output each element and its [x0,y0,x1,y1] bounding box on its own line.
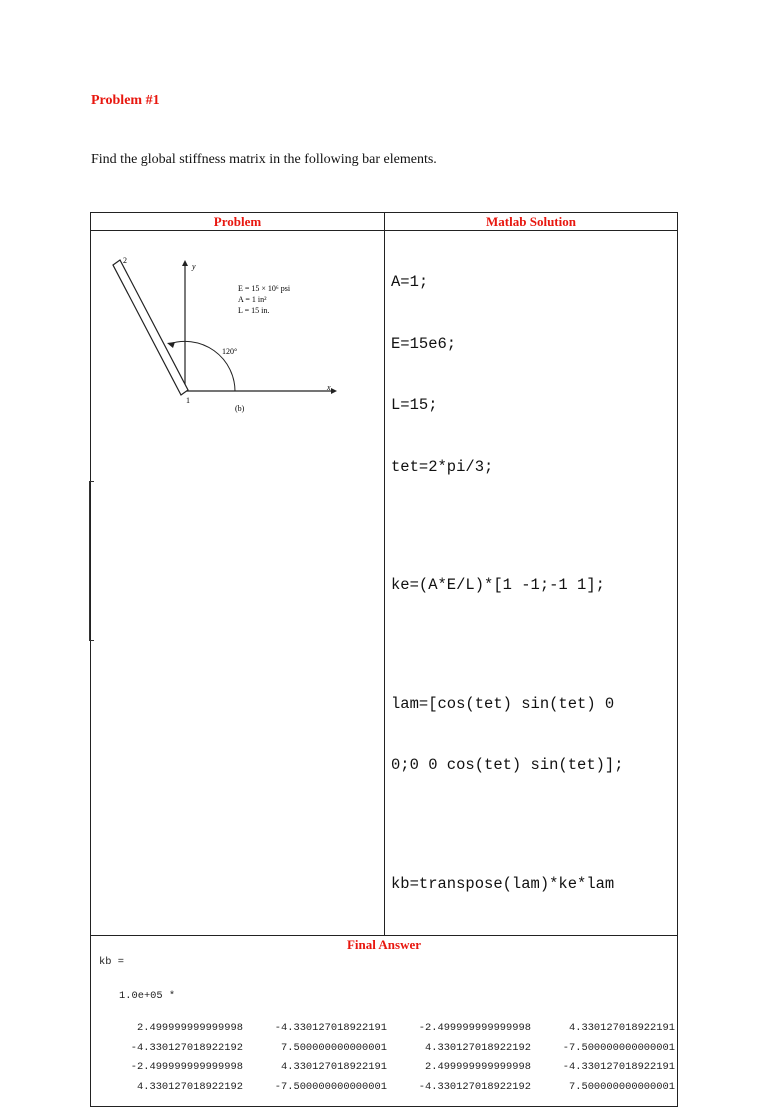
final-answer-cell [91,936,678,1107]
property-l: L = 15 in. [238,306,270,315]
matrix-cell: 4.330127018922191 [280,1061,387,1073]
code-line: kb=transpose(lam)*ke*lam [391,874,615,893]
angle-arrow-icon [167,342,175,348]
x-axis-arrow-icon [331,388,337,394]
matrix-row [99,1061,677,1081]
property-a: A = 1 in² [238,295,267,304]
matrix-cell: 2.499999999999998 [424,1061,531,1073]
code-line: A=1; [391,273,429,291]
figure-caption: (b) [235,404,245,413]
final-answer-heading: Final Answer [346,937,422,952]
matlab-code-cell [385,231,678,936]
header-matlab-solution: Matlab Solution [385,213,678,231]
output-bracket [89,481,94,641]
matrix-row [99,1081,677,1101]
y-axis-label: y [192,262,196,271]
matrix-cell: -4.330127018922192 [418,1080,531,1093]
matrix-cell: -7.500000000000001 [274,1080,387,1093]
matrix-cell: -4.330127018922192 [130,1041,243,1054]
bar-element [113,260,188,395]
header-problem: Problem [91,213,385,231]
matrix-cell: 2.499999999999998 [136,1022,243,1034]
property-e: E = 15 × 10⁶ psi [238,284,291,293]
matrix-cell: -4.330127018922191 [562,1061,675,1073]
result-variable: kb = [99,956,124,968]
code-line: tet=2*pi/3; [391,457,494,476]
matrix-row [99,1042,677,1062]
matlab-code [385,231,677,935]
matrix-cell: 4.330127018922192 [136,1080,243,1093]
matrix-cell: -4.330127018922191 [274,1022,387,1034]
bar-element-diagram [91,231,384,463]
matrix-cell: -2.499999999999998 [418,1022,531,1034]
matrix-cell: -2.499999999999998 [130,1061,243,1073]
matrix-cell: -7.500000000000001 [562,1041,675,1054]
angle-label: 120° [222,347,238,356]
matrix-cell: 7.500000000000001 [280,1041,387,1054]
problem-statement: Find the global stiffness matrix in the following bar elements. [91,152,437,167]
result-output [99,956,677,1100]
matrix-cell: 7.500000000000001 [568,1080,675,1093]
problem-figure-cell [91,231,385,936]
problem-title: Problem #1 [91,93,160,108]
x-axis-label: x [327,383,331,392]
node-2-label: 2 [123,256,127,265]
matrix-cell: 4.330127018922192 [424,1041,531,1054]
solution-table [90,212,678,1107]
code-line: L=15; [391,396,438,414]
matrix-cell: 4.330127018922191 [568,1022,675,1034]
node-1-label: 1 [186,396,190,405]
code-line: 0;0 0 cos(tet) sin(tet)]; [391,756,624,774]
code-line: E=15e6; [391,334,457,353]
code-line: ke=(A*E/L)*[1 -1;-1 1]; [391,576,605,594]
matrix-row [99,1022,677,1042]
y-axis-arrow-icon [182,260,188,266]
code-line: lam=[cos(tet) sin(tet) 0 [391,694,615,713]
result-scale-factor: 1.0e+05 * [119,990,176,1002]
